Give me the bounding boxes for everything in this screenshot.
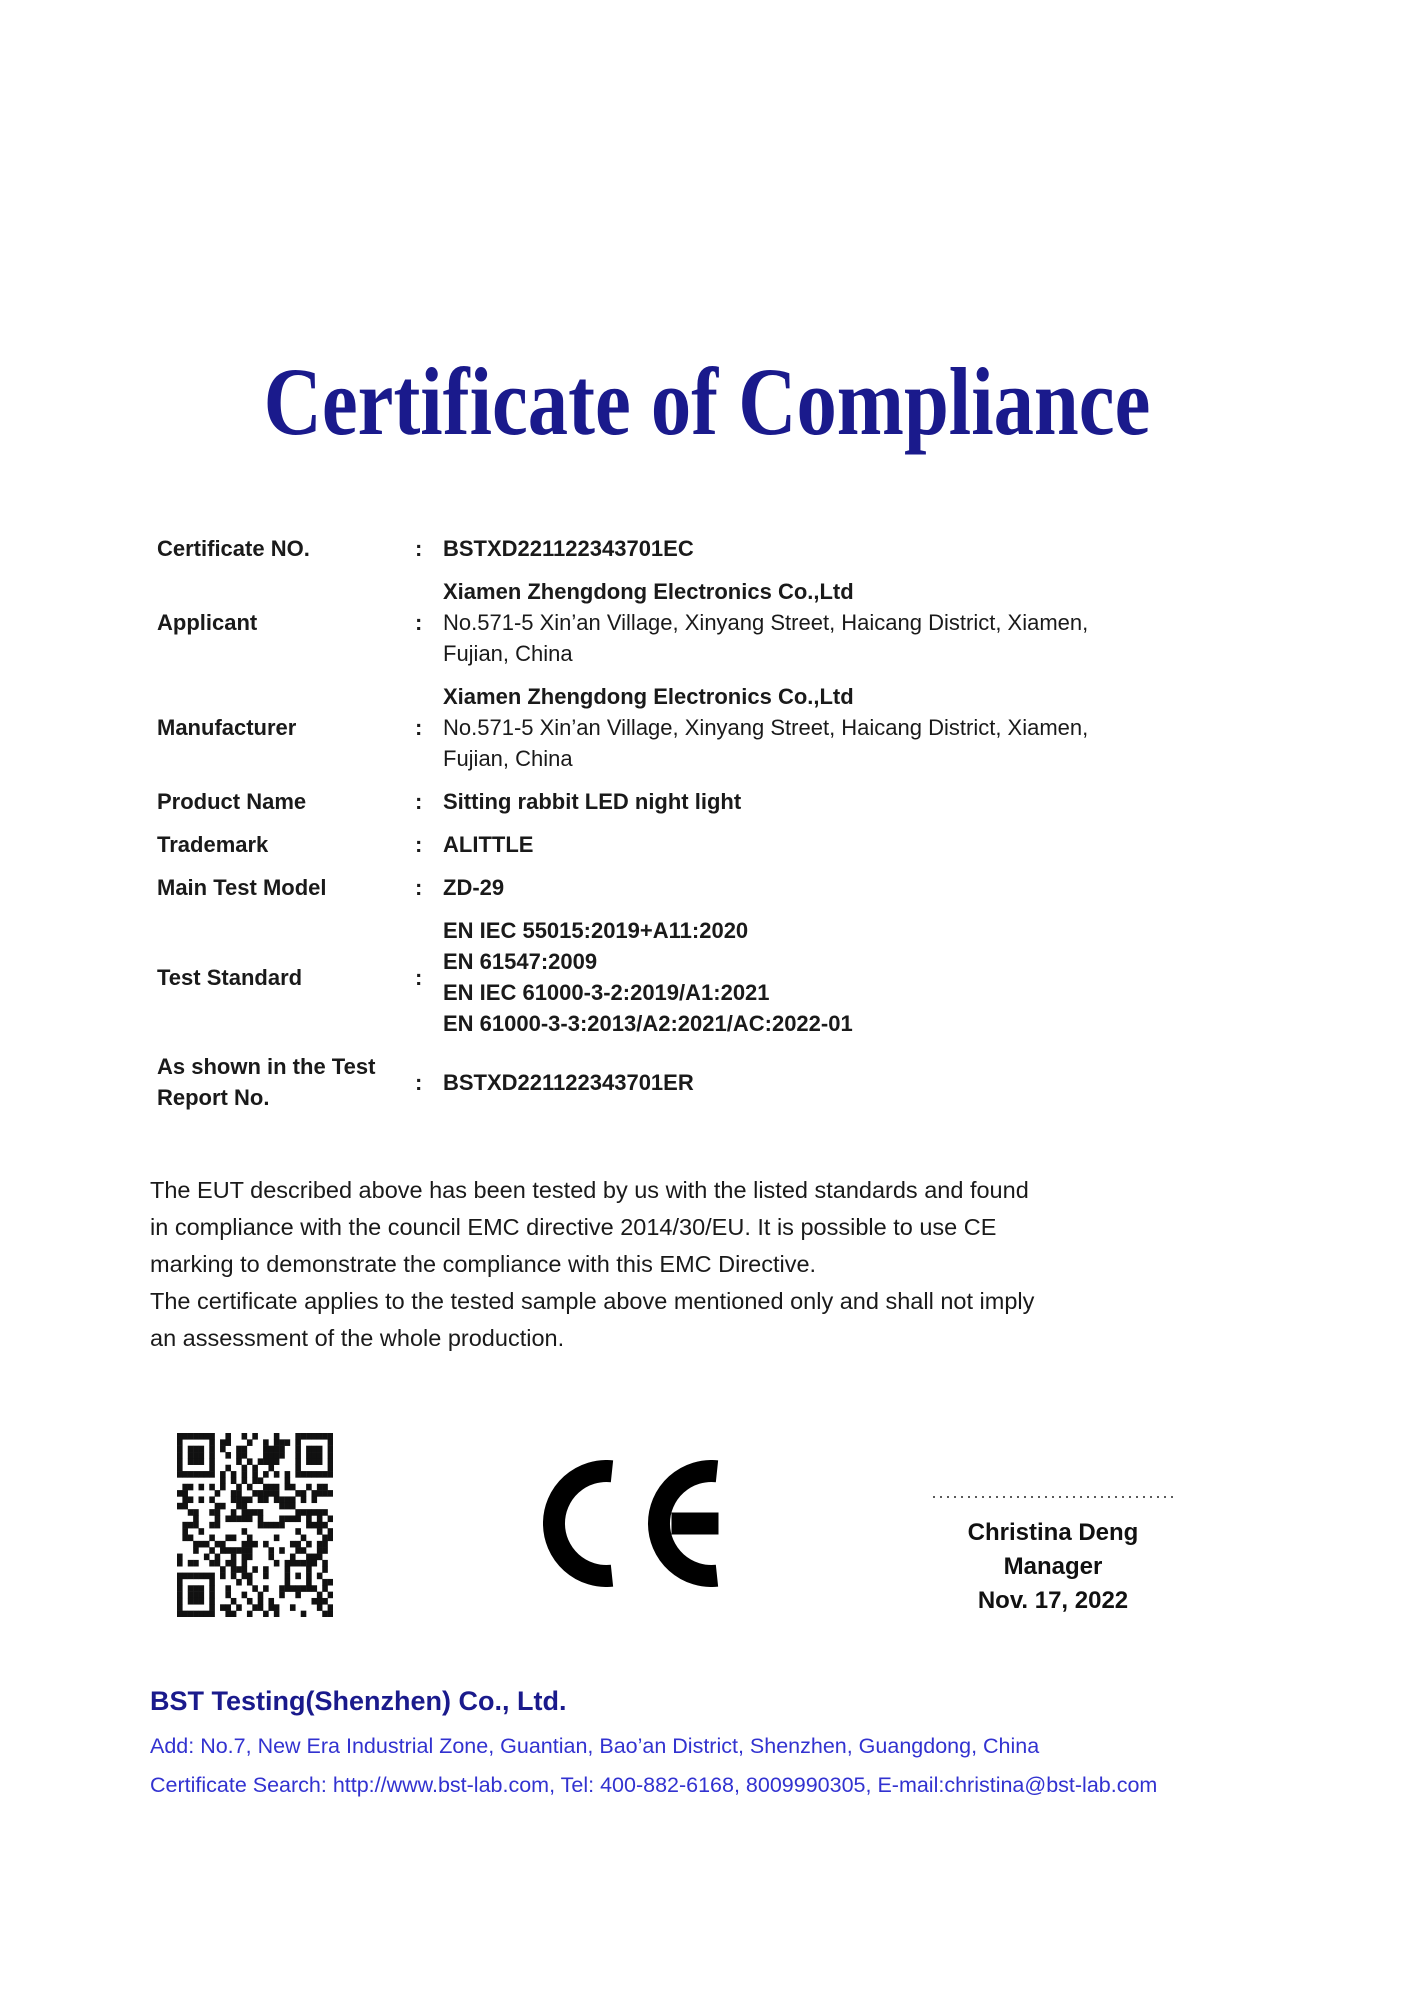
field-row-applicant <box>157 576 1257 669</box>
field-value-line: Fujian, China <box>443 641 573 666</box>
field-label: Main Test Model <box>157 875 327 900</box>
field-label: As shown in the Test Report No. <box>157 1054 376 1110</box>
field-value <box>443 1067 1257 1098</box>
field-label: Applicant <box>157 610 258 635</box>
statement-line: marking to demonstrate the compliance with this EMC Directive. <box>150 1251 817 1277</box>
field-value <box>443 872 1257 903</box>
field-value-line: Xiamen Zhengdong Electronics Co.,Ltd <box>443 684 854 709</box>
ce-marking-icon <box>543 1460 719 1587</box>
statement-line: The EUT described above has been tested by us with the listed standards and found <box>150 1177 1029 1203</box>
qr-code-icon <box>177 1433 333 1617</box>
field-colon: : <box>415 536 423 561</box>
field-value <box>443 533 1257 564</box>
signature-dotted-line <box>933 1496 1173 1498</box>
field-value <box>443 829 1257 860</box>
certificate-title: Certificate of Compliance <box>263 348 1151 455</box>
field-colon: : <box>415 610 423 635</box>
issuer-company-name: BST Testing(Shenzhen) Co., Ltd. <box>150 1686 567 1716</box>
field-row-trademark <box>157 829 1257 860</box>
issuer-address: Add: No.7, New Era Industrial Zone, Guantian, Bao’an District, Shenzhen, Guangdong, China <box>150 1734 1040 1758</box>
field-value-line: Xiamen Zhengdong Electronics Co.,Ltd <box>443 579 854 604</box>
signature-date: Nov. 17, 2022 <box>977 1587 1129 1614</box>
issuer-contact-info: Certificate Search: http://www.bst-lab.com, Tel: 400-882-6168, 8009990305, E-mail:christina@bst-lab.com <box>150 1773 1158 1797</box>
field-value-line: BSTXD221122343701ER <box>443 1069 694 1095</box>
field-value-line: Fujian, China <box>443 746 573 771</box>
field-colon: : <box>415 789 423 814</box>
field-row-as-shown-in-the-test-report-no <box>157 1051 1257 1113</box>
field-value-line: ZD-29 <box>443 875 505 900</box>
issuer-footer <box>150 1686 1300 1798</box>
field-value <box>443 915 1257 1039</box>
field-value-line: EN 61000-3-3:2013/A2:2021/AC:2022-01 <box>443 1011 853 1036</box>
field-colon: : <box>415 1069 423 1095</box>
field-row-test-standard <box>157 915 1257 1039</box>
field-label: Manufacturer <box>157 715 297 740</box>
statement-line: an assessment of the whole production. <box>150 1325 565 1351</box>
field-value <box>443 786 1257 817</box>
field-value-line: EN IEC 61000-3-2:2019/A1:2021 <box>443 980 770 1005</box>
field-colon: : <box>415 875 423 900</box>
signer-name: Christina Deng <box>967 1519 1139 1546</box>
field-value-line: No.571-5 Xin’an Village, Xinyang Street, Haicang District, Xiamen, <box>443 715 1089 740</box>
field-colon: : <box>415 964 423 990</box>
field-row-product-name <box>157 786 1257 817</box>
field-row-certificate-no <box>157 533 1257 564</box>
field-value <box>443 681 1257 774</box>
field-colon: : <box>415 832 423 857</box>
field-value-line: EN 61547:2009 <box>443 949 598 974</box>
statement-line: The certificate applies to the tested sample above mentioned only and shall not imply <box>150 1288 1035 1314</box>
field-label: Trademark <box>157 832 269 857</box>
field-colon: : <box>415 715 423 740</box>
certificate-statement <box>150 1172 1310 1357</box>
statement-line: in compliance with the council EMC directive 2014/30/EU. It is possible to use CE <box>150 1214 997 1240</box>
field-value-line: EN IEC 55015:2019+A11:2020 <box>443 918 749 943</box>
field-value-line: ALITTLE <box>443 832 534 857</box>
signer-title: Manager <box>1003 1553 1103 1580</box>
field-value <box>443 576 1257 669</box>
field-row-main-test-model <box>157 872 1257 903</box>
field-label: Product Name <box>157 789 307 814</box>
field-label: Test Standard <box>157 964 303 990</box>
field-value-line: Sitting rabbit LED night light <box>443 789 742 814</box>
field-value-line: No.571-5 Xin’an Village, Xinyang Street, Haicang District, Xiamen, <box>443 610 1089 635</box>
field-value-line: BSTXD221122343701EC <box>443 536 694 561</box>
field-label: Certificate NO. <box>157 536 310 561</box>
certificate-details <box>157 533 1257 1125</box>
field-row-manufacturer <box>157 681 1257 774</box>
signature-block <box>928 1496 1178 1618</box>
